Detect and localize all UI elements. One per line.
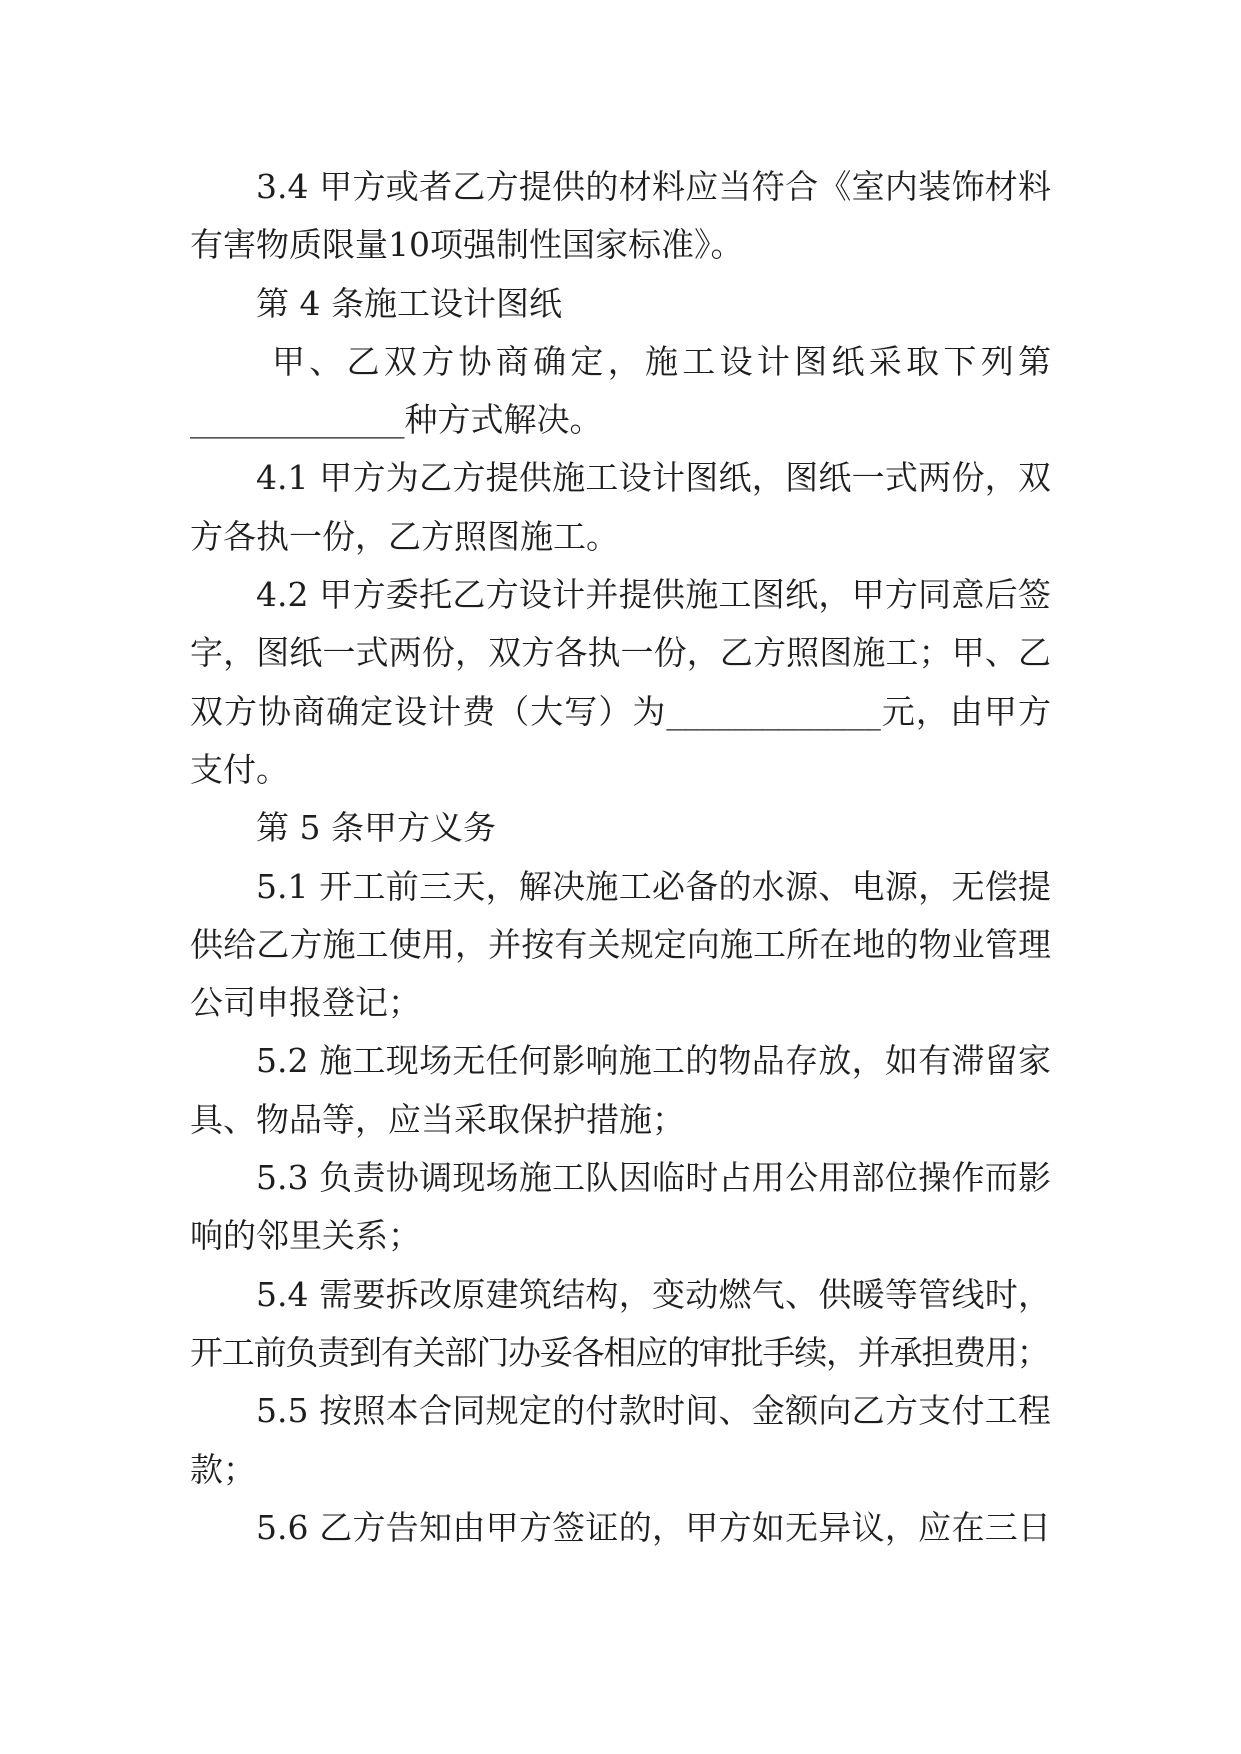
paragraph-line: 字，图纸一式两份，双方各执一份，乙方照图施工；甲、乙 — [190, 633, 1051, 673]
paragraph-line: 5.5 按照本合同规定的付款时间、金额向乙方支付工程 — [256, 1391, 1051, 1431]
paragraph-line: 有害物质限量10项强制性国家标准》。 — [190, 225, 744, 265]
paragraph-line: 双方协商确定设计费（大写）为_____________元，由甲方 — [190, 691, 1051, 731]
clause-5-2 — [190, 1032, 1051, 1149]
paragraph-line: 方各执一份，乙方照图施工。 — [190, 516, 619, 556]
paragraph-line: 响的邻里关系； — [190, 1216, 421, 1256]
paragraph-line: 3.4 甲方或者乙方提供的材料应当符合《室内装饰材料 — [256, 167, 1051, 206]
clause-5-4 — [190, 1266, 1051, 1383]
paragraph-line: _____________种方式解决。 — [190, 400, 603, 440]
paragraph-line: 具、物品等，应当采取保护措施； — [190, 1099, 685, 1139]
clause-4-intro — [190, 333, 1051, 450]
paragraph-line: 供给乙方施工使用，并按有关规定向施工所在地的物业管理 — [190, 924, 1051, 964]
clause-4-2 — [190, 566, 1051, 799]
clause-5-3 — [190, 1149, 1051, 1266]
clause-5-1 — [190, 858, 1051, 1033]
paragraph-line: 5.3 负责协调现场施工队因临时占用公用部位操作而影 — [256, 1158, 1051, 1198]
clause-3-4 — [190, 158, 1051, 275]
section-heading-5 — [190, 799, 1051, 857]
clause-4-1 — [190, 449, 1051, 566]
paragraph-line: 支付。 — [190, 749, 289, 789]
paragraph-line: 5.1 开工前三天，解决施工必备的水源、电源，无偿提 — [256, 866, 1051, 906]
section-heading: 第 5 条甲方义务 — [256, 808, 496, 848]
paragraph-line: 5.6 乙方告知由甲方签证的，甲方如无异议，应在三日 — [256, 1507, 1051, 1547]
paragraph-line: 4.2 甲方委托乙方设计并提供施工图纸，甲方同意后签 — [256, 575, 1051, 615]
paragraph-line: 4.1 甲方为乙方提供施工设计图纸，图纸一式两份，双 — [256, 458, 1051, 498]
paragraph-line: 5.4 需要拆改原建筑结构，变动燃气、供暖等管线时， — [256, 1274, 1051, 1314]
paragraph-line: 公司申报登记； — [190, 983, 421, 1023]
section-heading: 第 4 条施工设计图纸 — [256, 283, 562, 323]
paragraph-line: 甲、乙双方协商确定，施工设计图纸采取下列第 — [272, 341, 1051, 381]
section-heading-4 — [190, 275, 1051, 333]
paragraph-line: 款； — [190, 1449, 256, 1489]
document-body — [190, 158, 1051, 1557]
paragraph-line: 开工前负责到有关部门办妥各相应的审批手续，并承担费用； — [190, 1332, 1049, 1372]
clause-5-5 — [190, 1382, 1051, 1499]
paragraph-line: 5.2 施工现场无任何影响施工的物品存放，如有滞留家 — [256, 1041, 1051, 1081]
clause-5-6 — [190, 1499, 1051, 1557]
